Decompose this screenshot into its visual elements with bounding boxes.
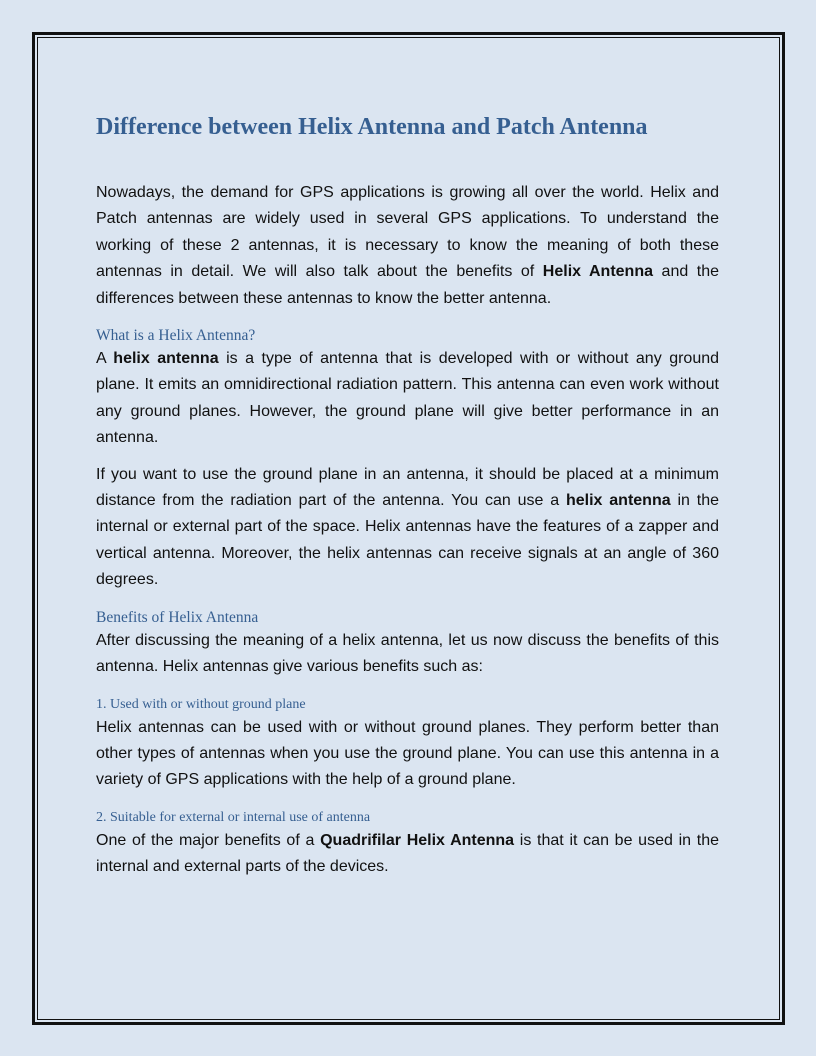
what-is-p2-text-1: If you want to use the ground plane in an antenna, it should be placed at a minimum distance from the radiation part of the antenna. You can use a [96, 465, 719, 510]
benefit-2-paragraph [96, 828, 719, 881]
document-body [96, 112, 719, 891]
what-is-paragraph-2 [96, 462, 719, 594]
intro-bold-helix-antenna: Helix Antenna [542, 263, 653, 281]
heading-what-is-helix: What is a Helix Antenna? [96, 327, 256, 345]
benefit-2-text-1: One of the major benefits of a [96, 831, 321, 849]
heading-benefit-2: 2. Suitable for external or internal use of antenna [96, 809, 371, 825]
heading-benefit-1: 1. Used with or without ground plane [96, 696, 306, 712]
intro-text-1: Nowadays, the demand for GPS applications is growing all over the world. Helix and Patch antennas are widely used in several GPS applications. To understand the working of these 2 antennas, it is necessary to know the meaning of both these antennas in detail. We will also talk about the benefits of [96, 184, 719, 281]
what-is-p2-bold: helix antenna [565, 492, 671, 510]
intro-paragraph [96, 180, 719, 312]
what-is-p1-bold: helix antenna [113, 350, 219, 368]
heading-benefits: Benefits of Helix Antenna [96, 608, 259, 626]
benefit-1-paragraph: Helix antennas can be used with or without ground planes. They perform better than other types of antennas when you use the ground plane. You can use this antenna in a variety of GPS applications with the help of a ground plane. [96, 718, 719, 789]
benefit-2-text-2: is that it can be used in the internal and external parts of the devices. [96, 831, 719, 876]
what-is-p1-text-2: is a type of antenna that is developed with or without any ground plane. It emits an omnidirectional radiation pattern. This antenna can even work without any ground planes. However, the ground plane will give better performance in an antenna. [96, 350, 720, 447]
what-is-p1-text-1: A [96, 350, 114, 368]
page-title: Difference between Helix Antenna and Patch Antenna [96, 114, 648, 140]
benefit-2-bold: Quadrifilar Helix Antenna [320, 831, 515, 849]
benefits-intro-paragraph: After discussing the meaning of a helix antenna, let us now discuss the benefits of this antenna. Helix antennas give various benefits such as: [96, 631, 719, 676]
what-is-p2-text-2: in the internal or external part of the space. Helix antennas have the features of a zapper and vertical antenna. Moreover, the helix antennas can receive signals at an angle of 360 degrees. [96, 492, 720, 589]
what-is-paragraph-1 [96, 346, 719, 452]
intro-text-2: and the differences between these antennas to know the better antenna. [96, 263, 720, 307]
